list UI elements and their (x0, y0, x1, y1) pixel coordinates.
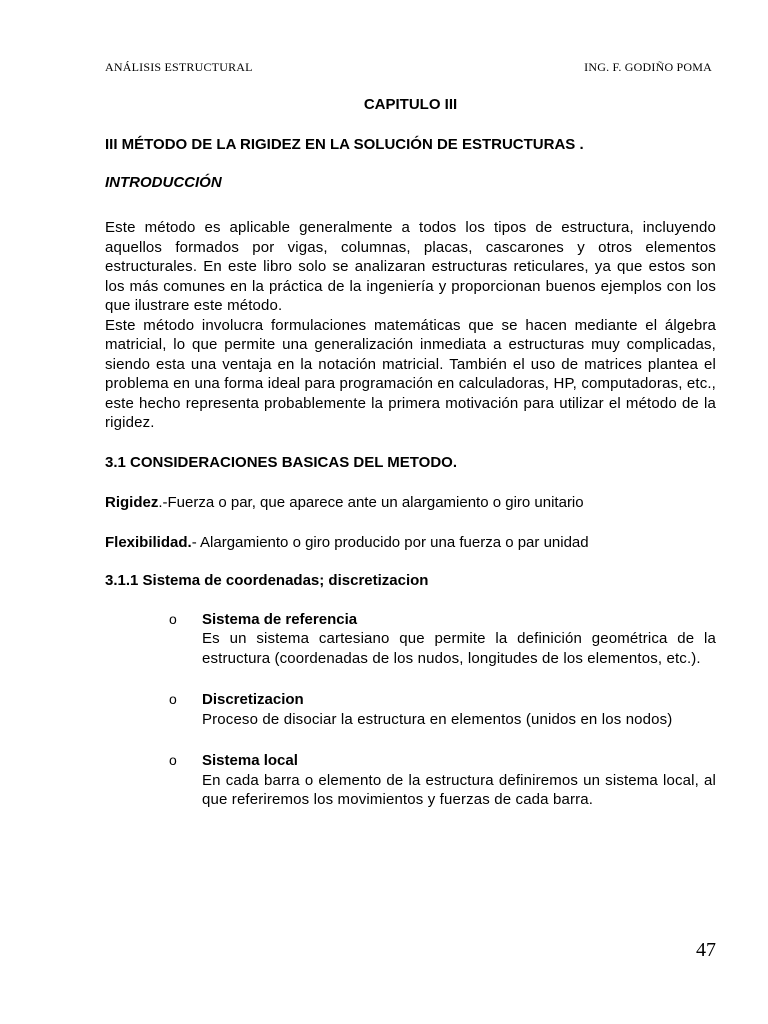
list-item-heading: Sistema de referencia (202, 610, 358, 628)
chapter-title: CAPITULO III (363, 96, 458, 113)
list-item-heading: Discretizacion (202, 691, 304, 708)
list-item (105, 751, 716, 810)
section-heading-3-1-1: 3.1.1 Sistema de coordenadas; discretizacion (105, 571, 429, 589)
list-item-text: Proceso de disociar la estructura en elementos (unidos en los nodos) (202, 710, 673, 728)
bullet-marker: o (169, 752, 177, 768)
bullet-list (105, 610, 716, 810)
page-number: 47 (696, 939, 716, 961)
paragraph-1: Este método es aplicable generalmente a todos los tipos de estructura, incluyendo aquellos formados por vigas, columnas, placas, cascarones y otros elementos estructurales. En este libro solo se analizaran estructuras reticulares, ya que estos son los más comunes en la práctica de la ingeniería y proporcionan buenos ejemplos con los que ilustrare este método. (105, 219, 716, 314)
page-content (105, 96, 716, 832)
section-heading-3-1: 3.1 CONSIDERACIONES BASICAS DEL METODO. (105, 453, 458, 471)
definition-rigidez (105, 494, 716, 512)
running-header-left: ANÁLISIS ESTRUCTURAL (105, 60, 253, 74)
paragraph-2: Este método involucra formulaciones matemáticas que se hacen mediante el álgebra matricial, lo que permite una generalización inmediata a estructuras muy complicadas, siendo esta una ventaja en la notación matricial. También el uso de matrices plantea el problema en una forma ideal para programación en calculadoras, HP, computadoras, etc., este hecho representa probablemente la primera motivación para utilizar el método de la rigidez. (105, 316, 716, 431)
running-header-right: ING. F. GODIÑO POMA (584, 60, 712, 74)
definition-term: Flexibilidad. (105, 533, 192, 551)
chapter-heading: III MÉTODO DE LA RIGIDEZ EN LA SOLUCIÓN DE ESTRUCTURAS . (105, 136, 584, 153)
definition-text: .-Fuerza o par, que aparece ante un alargamiento o giro unitario (158, 493, 584, 511)
bullet-marker: o (169, 610, 177, 627)
definition-flexibilidad (105, 534, 716, 552)
bullet-marker: o (169, 691, 177, 707)
list-item (105, 690, 716, 729)
definition-term: Rigidez (105, 493, 159, 511)
definition-text: - Alargamiento o giro producido por una fuerza o par unidad (191, 533, 589, 551)
list-item-text: Es un sistema cartesiano que permite la definición geométrica de la estructura (coordenadas de los nudos, longitudes de los elementos, etc.). (202, 630, 716, 667)
list-item-heading: Sistema local (202, 752, 298, 769)
list-item-text: En cada barra o elemento de la estructura definiremos un sistema local, al que referiremos los movimientos y fuerzas de cada barra. (202, 771, 716, 808)
intro-heading: INTRODUCCIÓN (105, 174, 222, 191)
list-item (105, 610, 716, 669)
